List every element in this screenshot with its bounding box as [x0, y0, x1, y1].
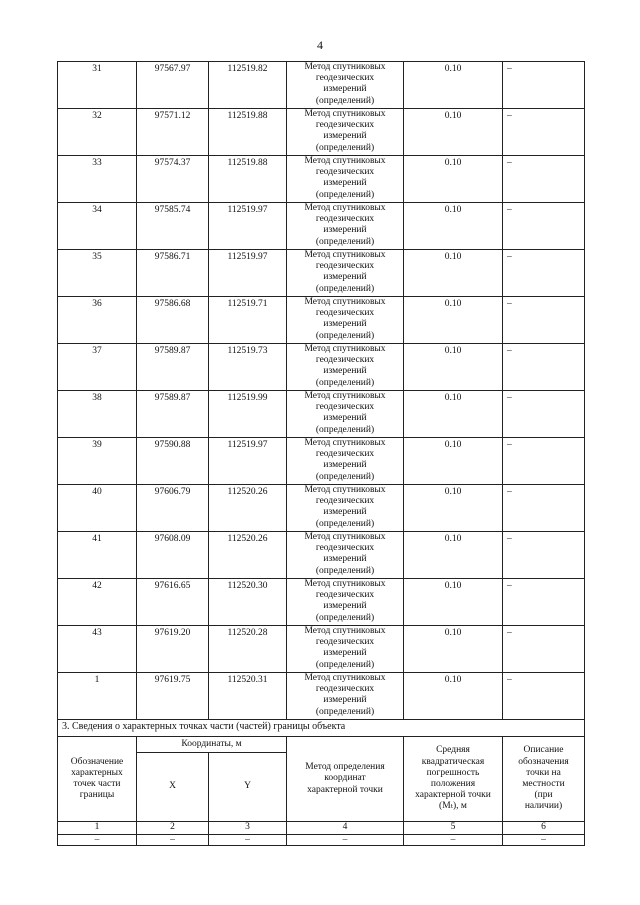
method-line: (определений) [315, 471, 375, 482]
method-line: Метод спутниковых [304, 532, 386, 542]
coord-x: 97589.87 [137, 344, 209, 391]
method-line: Метод спутниковых [304, 109, 386, 119]
coord-x: 97585.74 [137, 203, 209, 250]
error-value: 0.10 [404, 438, 503, 485]
coord-x: 97571.12 [137, 109, 209, 156]
header-coordinates: Координаты, м [137, 737, 287, 753]
table-row [58, 344, 585, 391]
point-number: 37 [58, 344, 137, 391]
method-cell [287, 203, 404, 250]
method-line: Метод спутниковых [304, 438, 386, 448]
empty-cell: – [58, 835, 137, 846]
table-row [58, 62, 585, 109]
table-row [58, 297, 585, 344]
point-number: 34 [58, 203, 137, 250]
coord-x: 97619.75 [137, 673, 209, 720]
point-description: – [503, 485, 585, 532]
error-value: 0.10 [404, 391, 503, 438]
method-line: измерений [323, 554, 367, 565]
method-line: измерений [323, 695, 367, 706]
method-cell [287, 62, 404, 109]
coord-y: 112519.71 [209, 297, 287, 344]
method-line: измерений [323, 272, 367, 283]
method-line: (определений) [315, 706, 375, 717]
point-description: – [503, 203, 585, 250]
point-number: 41 [58, 532, 137, 579]
point-description: – [503, 62, 585, 109]
method-line: геодезических [315, 214, 375, 225]
coord-x: 97574.37 [137, 156, 209, 203]
coord-y: 112519.73 [209, 344, 287, 391]
point-description: – [503, 391, 585, 438]
table-row [58, 579, 585, 626]
error-value: 0.10 [404, 203, 503, 250]
point-number: 42 [58, 579, 137, 626]
coord-x: 97616.65 [137, 579, 209, 626]
method-cell [287, 626, 404, 673]
empty-data-row [58, 835, 585, 846]
method-line: измерений [323, 601, 367, 612]
section3-body [58, 720, 585, 846]
column-number-row [58, 822, 585, 835]
point-number: 38 [58, 391, 137, 438]
coord-y: 112519.82 [209, 62, 287, 109]
method-line: геодезических [315, 590, 375, 601]
method-line: (определений) [315, 424, 375, 435]
method-line: геодезических [315, 684, 375, 695]
column-number: 2 [137, 822, 209, 835]
method-line: геодезических [315, 308, 375, 319]
method-cell [287, 156, 404, 203]
table-row [58, 438, 585, 485]
coord-y: 112520.26 [209, 532, 287, 579]
coord-y: 112519.88 [209, 109, 287, 156]
point-description: – [503, 438, 585, 485]
empty-cell: – [287, 835, 404, 846]
table-row [58, 485, 585, 532]
method-line: Метод спутниковых [304, 673, 386, 683]
method-line: измерений [323, 460, 367, 471]
coord-y: 112519.97 [209, 250, 287, 297]
column-number: 5 [404, 822, 503, 835]
point-number: 35 [58, 250, 137, 297]
point-description: – [503, 156, 585, 203]
header-mean-square-error: Средняя квадратическая погрешность положения характерной точки (Mₜ), м [404, 737, 503, 822]
header-point-designation: Обозначение характерных точек части границы [58, 737, 137, 822]
coord-y: 112519.88 [209, 156, 287, 203]
section3-header-row-1 [58, 737, 585, 753]
coord-y: 112520.30 [209, 579, 287, 626]
method-line: (определений) [315, 95, 375, 106]
error-value: 0.10 [404, 156, 503, 203]
method-line: (определений) [315, 612, 375, 623]
column-number: 6 [503, 822, 585, 835]
header-x: X [137, 753, 209, 822]
coord-y: 112519.99 [209, 391, 287, 438]
point-description: – [503, 579, 585, 626]
point-number: 32 [58, 109, 137, 156]
coord-x: 97619.20 [137, 626, 209, 673]
point-number: 1 [58, 673, 137, 720]
method-line: Метод спутниковых [304, 156, 386, 166]
table-row [58, 391, 585, 438]
table-row [58, 673, 585, 720]
table-row [58, 250, 585, 297]
method-line: геодезических [315, 637, 375, 648]
point-number: 40 [58, 485, 137, 532]
column-number: 1 [58, 822, 137, 835]
method-cell [287, 250, 404, 297]
error-value: 0.10 [404, 344, 503, 391]
coord-y: 112519.97 [209, 203, 287, 250]
point-description: – [503, 673, 585, 720]
table-row [58, 109, 585, 156]
method-line: геодезических [315, 402, 375, 413]
method-line: Метод спутниковых [304, 579, 386, 589]
error-value: 0.10 [404, 626, 503, 673]
method-line: (определений) [315, 142, 375, 153]
method-line: Метод спутниковых [304, 626, 386, 636]
error-value: 0.10 [404, 673, 503, 720]
table-row [58, 532, 585, 579]
method-line: (определений) [315, 518, 375, 529]
header-y: Y [209, 753, 287, 822]
point-number: 36 [58, 297, 137, 344]
method-cell [287, 438, 404, 485]
method-line: геодезических [315, 496, 375, 507]
section3-title-row [58, 720, 585, 737]
error-value: 0.10 [404, 62, 503, 109]
method-line: Метод спутниковых [304, 297, 386, 307]
table-row [58, 156, 585, 203]
point-description: – [503, 109, 585, 156]
method-line: геодезических [315, 543, 375, 554]
point-number: 43 [58, 626, 137, 673]
method-line: Метод спутниковых [304, 485, 386, 495]
method-line: геодезических [315, 120, 375, 131]
method-cell [287, 532, 404, 579]
method-line: (определений) [315, 189, 375, 200]
header-point-description: Описание обозначения точки на местности (при наличии) [503, 737, 585, 822]
method-cell [287, 579, 404, 626]
point-number: 39 [58, 438, 137, 485]
table-row [58, 626, 585, 673]
coord-y: 112520.28 [209, 626, 287, 673]
point-description: – [503, 344, 585, 391]
error-value: 0.10 [404, 532, 503, 579]
method-line: геодезических [315, 167, 375, 178]
method-line: Метод спутниковых [304, 203, 386, 213]
method-line: измерений [323, 366, 367, 377]
point-description: – [503, 626, 585, 673]
table-row [58, 203, 585, 250]
empty-cell: – [137, 835, 209, 846]
coord-x: 97586.71 [137, 250, 209, 297]
method-line: (определений) [315, 236, 375, 247]
method-cell [287, 485, 404, 532]
method-cell [287, 673, 404, 720]
method-line: измерений [323, 84, 367, 95]
coord-y: 112520.26 [209, 485, 287, 532]
method-line: Метод спутниковых [304, 62, 386, 72]
method-line: измерений [323, 131, 367, 142]
empty-cell: – [404, 835, 503, 846]
points-table-body [58, 62, 585, 720]
method-cell [287, 109, 404, 156]
error-value: 0.10 [404, 250, 503, 297]
coord-x: 97567.97 [137, 62, 209, 109]
method-line: Метод спутниковых [304, 250, 386, 260]
method-line: измерений [323, 319, 367, 330]
method-line: измерений [323, 413, 367, 424]
point-number: 33 [58, 156, 137, 203]
column-number: 3 [209, 822, 287, 835]
point-description: – [503, 297, 585, 344]
point-description: – [503, 532, 585, 579]
method-line: измерений [323, 648, 367, 659]
error-value: 0.10 [404, 485, 503, 532]
coord-x: 97608.09 [137, 532, 209, 579]
error-value: 0.10 [404, 109, 503, 156]
method-line: (определений) [315, 330, 375, 341]
method-line: геодезических [315, 73, 375, 84]
page-number: 4 [317, 38, 323, 52]
error-value: 0.10 [404, 297, 503, 344]
error-value: 0.10 [404, 579, 503, 626]
coordinates-table [57, 61, 585, 846]
method-line: измерений [323, 225, 367, 236]
coord-x: 97589.87 [137, 391, 209, 438]
coord-x: 97606.79 [137, 485, 209, 532]
header-method: Метод определения координат характерной точки [287, 737, 404, 822]
method-line: геодезических [315, 355, 375, 366]
coord-y: 112520.31 [209, 673, 287, 720]
method-line: (определений) [315, 659, 375, 670]
method-line: Метод спутниковых [304, 344, 386, 354]
method-cell [287, 344, 404, 391]
section3-title: 3. Сведения о характерных точках части (частей) границы объекта [58, 720, 585, 737]
method-line: (определений) [315, 565, 375, 576]
method-line: (определений) [315, 377, 375, 388]
empty-cell: – [503, 835, 585, 846]
coord-y: 112519.97 [209, 438, 287, 485]
empty-cell: – [209, 835, 287, 846]
coord-x: 97590.88 [137, 438, 209, 485]
column-number: 4 [287, 822, 404, 835]
method-cell [287, 391, 404, 438]
method-line: геодезических [315, 261, 375, 272]
method-line: измерений [323, 507, 367, 518]
point-number: 31 [58, 62, 137, 109]
coord-x: 97586.68 [137, 297, 209, 344]
method-line: Метод спутниковых [304, 391, 386, 401]
method-line: (определений) [315, 283, 375, 294]
method-cell [287, 297, 404, 344]
point-description: – [503, 250, 585, 297]
method-line: измерений [323, 178, 367, 189]
method-line: геодезических [315, 449, 375, 460]
